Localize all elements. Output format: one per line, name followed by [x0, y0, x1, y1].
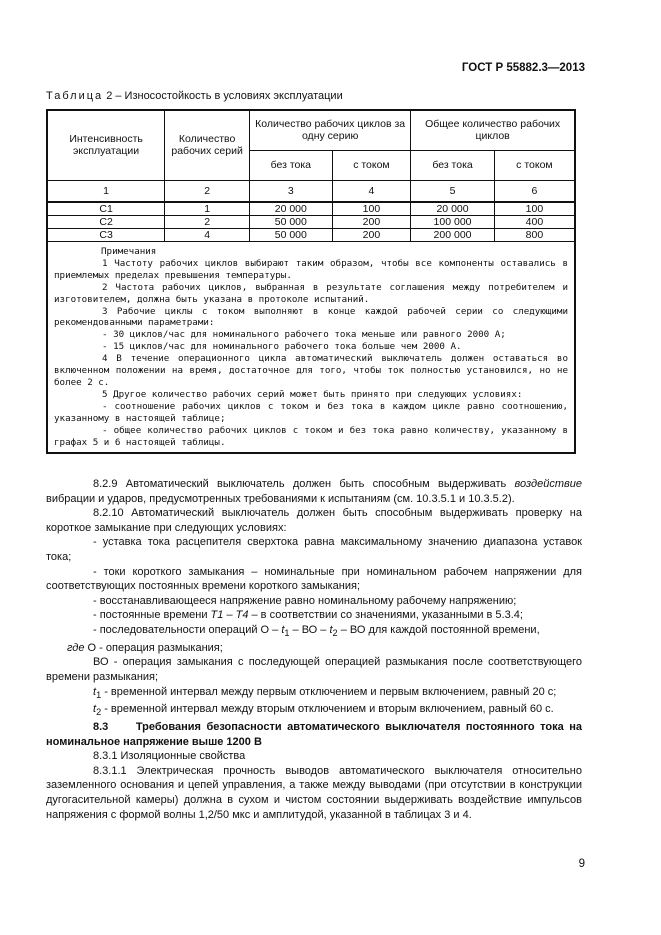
table-cell: 100: [494, 202, 575, 216]
table-notes: [47, 242, 575, 454]
subscript: 1: [96, 689, 102, 700]
definition-where: [46, 641, 582, 656]
text-run-italic: где: [67, 641, 85, 654]
body-text: [46, 477, 586, 822]
table-cell: С3: [47, 229, 165, 242]
table-cell: 100 000: [411, 216, 495, 229]
text-run: - временной интервал между вторым отключением и вторым включением, равный 60 с.: [101, 703, 554, 716]
table-cell: 200 000: [411, 229, 495, 242]
text-run: - временной интервал между первым отключением и первым включением, равный 20 с;: [101, 685, 557, 698]
table-cell: 200: [332, 229, 411, 242]
table-row: [47, 216, 575, 229]
table-cell: 50 000: [250, 216, 333, 229]
header-cycles-per-series: Количество рабочих циклов за одну серию: [250, 110, 411, 150]
note-item: - общее количество рабочих циклов с током и без тока равно количеству, указанному в графах 5 и 6 настоящей таблицы.: [54, 424, 568, 448]
symbol: t: [329, 623, 333, 636]
table-cell: 2: [165, 216, 250, 229]
header-no-current: без тока: [411, 150, 495, 180]
header-no-current: без тока: [250, 150, 333, 180]
note-item: - 30 циклов/час для номинального рабочего тока меньше или равного 2000 А;: [102, 329, 506, 341]
table-caption: [46, 90, 343, 102]
definition-t1: [46, 685, 582, 703]
table-cell: 800: [494, 229, 575, 242]
notes-heading: Примечания: [101, 246, 157, 257]
note-item: 2 Частота рабочих циклов, выбранная в результате соглашения между потребителем и изготовителем, должна быть указана в протоколе испытаний.: [54, 281, 568, 305]
text-run: – ВО для каждой постоянной времени,: [337, 623, 540, 636]
note-item: 5 Другое количество рабочих серий может быть принято при следующих условиях:: [102, 388, 523, 400]
column-number: 3: [250, 180, 333, 202]
column-number: 4: [332, 180, 411, 202]
page-number: 9: [578, 858, 585, 870]
list-item: - уставка тока расцепителя сверхтока равна максимальному значению диапазона уставок тока;: [46, 536, 582, 563]
table-cell: С1: [47, 202, 165, 216]
text-run: – ВО –: [289, 623, 330, 636]
table-cell: 50 000: [250, 229, 333, 242]
table-cell: 1: [165, 202, 250, 216]
section-heading-8-3: 8.3 Требования безопасности автоматического выключателя постоянного тока на номинальное напряжение выше 1200 В: [46, 721, 586, 748]
note-item: 4 В течение операционного цикла автоматический выключатель должен оставаться во включенном положении на время, достаточное для того, чтобы ток полностью установился, но не более 2 с.: [54, 353, 568, 388]
text-run: – в соответствии со значениями, указанными в 5.3.4;: [248, 609, 523, 622]
list-item: - восстанавливающееся напряжение равно номинальному рабочему напряжению;: [93, 594, 517, 607]
text-run-italic: воздействие: [514, 478, 582, 490]
column-number: 2: [165, 180, 250, 202]
column-number: 5: [411, 180, 495, 202]
symbol: t: [281, 623, 285, 636]
note-item: - соотношение рабочих циклов с током и без тока в каждом цикле равно соотношению, указанному в настоящей таблице;: [54, 400, 568, 424]
column-number: 1: [47, 180, 165, 202]
subscript: 2: [332, 628, 338, 639]
table-row: [47, 202, 575, 216]
symbol: t: [93, 703, 97, 716]
paragraph-8-2-10: 8.2.10 Автоматический выключатель должен быть способным выдерживать проверку на короткое замыкание при следующих условиях:: [46, 507, 582, 534]
text-run: - последовательности операций О –: [93, 623, 282, 636]
table-cell: 200: [332, 216, 411, 229]
definition-t2: [46, 702, 582, 720]
paragraph-8-3-1-1: 8.3.1.1 Электрическая прочность выводов автоматического выключателя относительно заземленного основания и цепей управления, а также между выводами (при отсутствии в конструкции дугогасительной камеры) должна в сухом и чистом состоянии выдерживать воздействие импульсов напряжения с формой волны 1,2/50 мкс и амплитудой, указанной в таблицах 3 и 4.: [46, 764, 582, 821]
document-code: ГОСТ Р 55882.3—2013: [461, 62, 585, 74]
header-with-current: с током: [494, 150, 575, 180]
header-with-current: с током: [332, 150, 411, 180]
definition-vo: ВО - операция замыкания с последующей операцией размыкания после соответствующего времени размыкания;: [46, 656, 582, 683]
symbol: t: [93, 685, 97, 698]
table-cell: 20 000: [411, 202, 495, 216]
note-item: 3 Рабочие циклы с током выполняют в конце каждой рабочей серии со следующими рекомендованными параметрами:: [54, 305, 568, 329]
header-total-cycles: Общее количество рабочих циклов: [411, 110, 575, 150]
list-item: [46, 623, 582, 641]
header-series-count: Количество рабочих серий: [165, 110, 250, 180]
table-caption-title: 2 – Износостойкость в условиях эксплуатации: [103, 90, 343, 102]
note-item: - 15 циклов/час для номинального рабочего тока больше чем 2000 А.: [102, 341, 462, 353]
header-intensity: Интенсивность эксплуатации: [47, 110, 165, 180]
table-row: [47, 229, 575, 242]
subscript: 1: [284, 628, 290, 639]
table-caption-label: Таблица: [46, 90, 104, 102]
table-cell: С2: [47, 216, 165, 229]
table-cell: 4: [165, 229, 250, 242]
text-run: вибрации и ударов, предусмотренных требованиями к испытаниям (см. 10.3.5.1 и 10.3.5.2).: [46, 492, 515, 505]
list-item: [46, 608, 582, 623]
wear-resistance-table: [46, 109, 576, 454]
subsection-8-3-1: 8.3.1 Изоляционные свойства: [93, 750, 246, 763]
table-cell: 100: [332, 202, 411, 216]
text-run: - постоянные времени: [93, 609, 211, 622]
subscript: 2: [96, 707, 102, 718]
table-cell: 400: [494, 216, 575, 229]
column-number: 6: [494, 180, 575, 202]
text-run: О - операция размыкания;: [84, 641, 223, 654]
paragraph-8-2-9: [46, 477, 582, 506]
text-run-italic: Т1 – Т4: [210, 609, 249, 622]
list-item: - токи короткого замыкания – номинальные при номинальном рабочем напряжении для соответствующих постоянных времени короткого замыкания;: [46, 565, 582, 593]
text-run: 8.2.9 Автоматический выключатель должен быть способным выдерживать: [93, 478, 515, 490]
table-cell: 20 000: [250, 202, 333, 216]
note-item: 1 Частоту рабочих циклов выбирают таким образом, чтобы все компоненты оставались в приемлемых пределах превышения температуры.: [54, 257, 568, 281]
